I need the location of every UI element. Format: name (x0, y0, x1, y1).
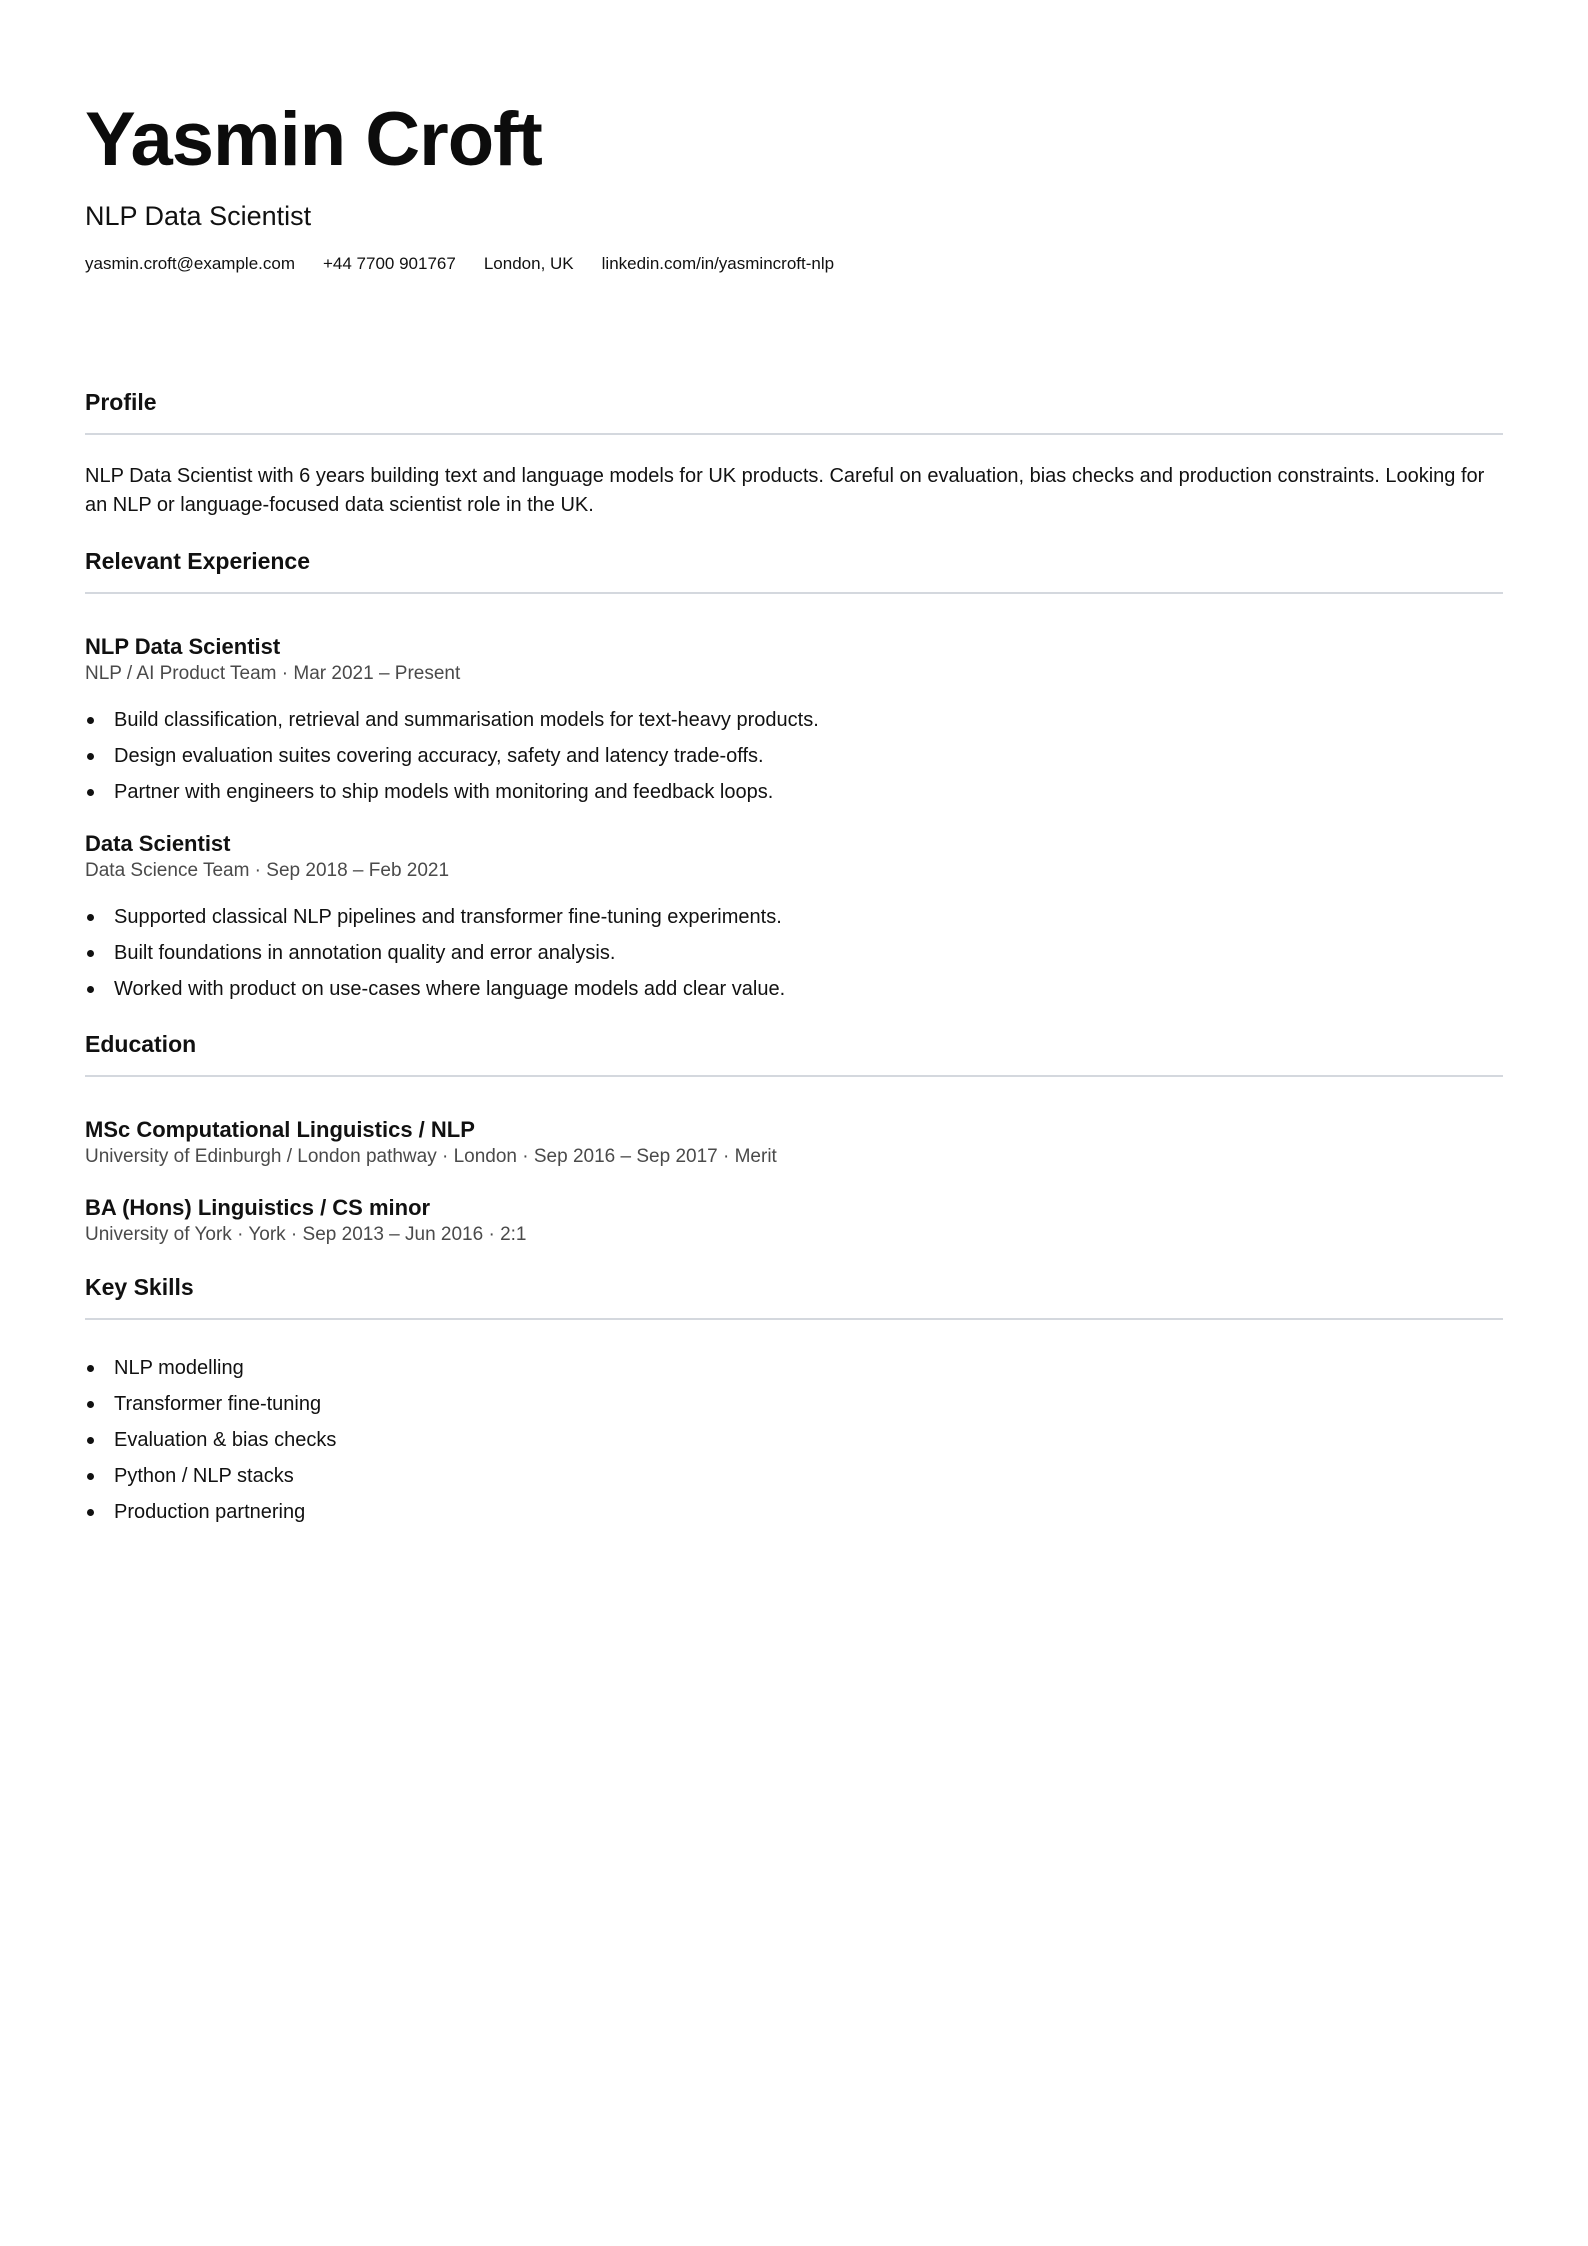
skill-text: Evaluation & bias checks (114, 1429, 337, 1451)
job-bullet (85, 899, 1503, 935)
job-bullet-text: Supported classical NLP pipelines and transformer fine-tuning experiments. (114, 906, 782, 928)
job-bullet-text: Build classification, retrieval and summarisation models for text-heavy products. (114, 709, 819, 731)
job-bullet (85, 774, 1503, 810)
job-bullet (85, 935, 1503, 971)
contact-phone: +44 7700 901767 (323, 254, 456, 273)
bullet-dot (87, 753, 94, 760)
profile-summary: NLP Data Scientist with 6 years building text and language models for UK products. Careful on evaluation, bias checks and production constraints. Looking for an NLP or language-focused data scientist role in the UK. (85, 465, 1485, 516)
contact-linkedin[interactable]: linkedin.com/in/yasmincroft-nlp (601, 254, 835, 273)
profile-heading: Profile (85, 389, 157, 415)
skill-item (85, 1386, 1503, 1422)
bullet-dot (87, 1509, 94, 1516)
job-bullet (85, 738, 1503, 774)
education-heading: Education (85, 1031, 197, 1057)
skill-text: Production partnering (114, 1501, 306, 1523)
education-section (85, 1029, 1503, 1247)
job-title: NLP Data Scientist (85, 634, 281, 659)
bullet-dot (87, 1401, 94, 1408)
job-entry (85, 633, 1503, 810)
experience-heading: Relevant Experience (85, 548, 311, 574)
candidate-title: NLP Data Scientist (85, 201, 312, 231)
job-bullet-text: Design evaluation suites covering accuracy, safety and latency trade-offs. (114, 745, 764, 767)
education-entry (85, 1116, 1503, 1169)
section-divider (85, 1318, 1503, 1320)
skill-item (85, 1422, 1503, 1458)
degree-title: MSc Computational Linguistics / NLP (85, 1117, 475, 1142)
skills-section (85, 1272, 1503, 1530)
skill-item (85, 1458, 1503, 1494)
skill-item (85, 1494, 1503, 1530)
bullet-dot (87, 1473, 94, 1480)
bullet-dot (87, 1437, 94, 1444)
job-bullets (85, 702, 1503, 810)
contact-line (85, 253, 1503, 275)
section-divider (85, 592, 1503, 594)
skills-heading: Key Skills (85, 1274, 194, 1300)
bullet-dot (87, 986, 94, 993)
candidate-name: Yasmin Croft (85, 97, 542, 182)
skill-text: Python / NLP stacks (114, 1465, 294, 1487)
contact-email[interactable]: yasmin.croft@example.com (85, 254, 295, 273)
section-divider (85, 433, 1503, 435)
section-divider (85, 1075, 1503, 1077)
skills-list (85, 1350, 1503, 1530)
bullet-dot (87, 1365, 94, 1372)
degree-title: BA (Hons) Linguistics / CS minor (85, 1195, 431, 1220)
skill-item (85, 1350, 1503, 1386)
bullet-dot (87, 789, 94, 796)
job-meta: NLP / AI Product Team · Mar 2021 – Present (85, 663, 461, 684)
job-bullet-text: Worked with product on use-cases where language models add clear value. (114, 978, 786, 1000)
degree-meta: University of Edinburgh / London pathway · London · Sep 2016 – Sep 2017 · Merit (85, 1146, 777, 1167)
job-bullet-text: Built foundations in annotation quality and error analysis. (114, 942, 616, 964)
job-bullet (85, 702, 1503, 738)
bullet-dot (87, 717, 94, 724)
job-entry (85, 830, 1503, 1007)
bullet-dot (87, 914, 94, 921)
experience-section (85, 546, 1503, 1007)
job-bullet (85, 971, 1503, 1007)
bullet-dot (87, 950, 94, 957)
profile-section (85, 387, 1503, 520)
education-entry (85, 1194, 1503, 1247)
skill-text: NLP modelling (114, 1357, 244, 1379)
job-bullets (85, 899, 1503, 1007)
job-title: Data Scientist (85, 831, 231, 856)
contact-location: London, UK (483, 254, 574, 273)
skill-text: Transformer fine-tuning (114, 1393, 322, 1415)
resume-header (85, 95, 1503, 275)
degree-meta: University of York · York · Sep 2013 – Jun 2016 · 2:1 (85, 1224, 527, 1245)
job-meta: Data Science Team · Sep 2018 – Feb 2021 (85, 860, 450, 881)
job-bullet-text: Partner with engineers to ship models with monitoring and feedback loops. (114, 781, 774, 803)
